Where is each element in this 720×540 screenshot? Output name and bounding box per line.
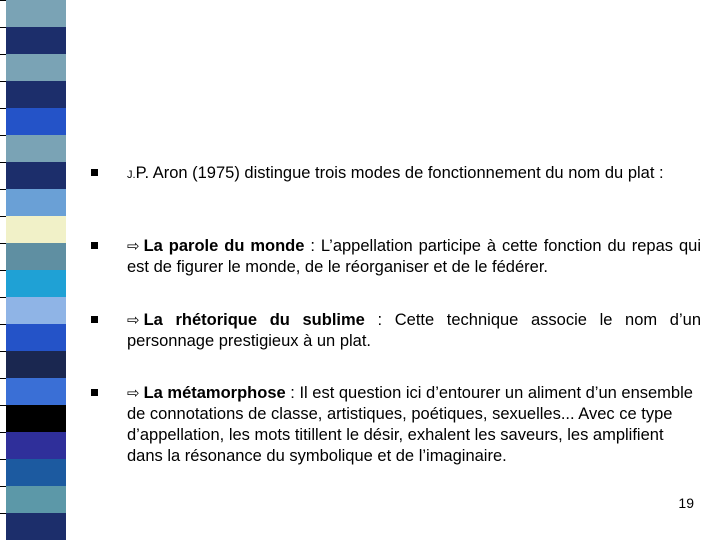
stripe-block <box>6 432 66 459</box>
stripe-tick <box>0 243 6 244</box>
bullet-prefix: J. <box>127 169 136 181</box>
bullet-square-icon <box>91 242 98 249</box>
stripe-block <box>6 108 66 135</box>
stripe-tick <box>0 189 6 190</box>
bullet-content: : Il est question ici d’entourer un aliment d’un ensemble de connotations de classe, artistiques, poétiques, sexuelles... Avec ce type d’appellation, les mots titillent le désir, exhalent les saveurs, les amplifient dans la résonance du symbolique et de l’imaginaire. <box>127 384 693 465</box>
arrow-icon: ⇨ <box>127 237 140 255</box>
stripe-block <box>6 81 66 108</box>
stripe-tick <box>0 513 6 514</box>
stripe-block <box>6 459 66 486</box>
arrow-icon: ⇨ <box>127 311 140 329</box>
stripe-tick <box>0 270 6 271</box>
bullet-heading: La parole du monde <box>143 237 305 255</box>
stripe-block <box>6 216 66 243</box>
stripe-block <box>6 135 66 162</box>
bullet-square-icon <box>91 389 98 396</box>
stripe-tick <box>0 216 6 217</box>
stripe-tick <box>0 108 6 109</box>
decorative-stripe <box>0 0 66 540</box>
stripe-block <box>6 324 66 351</box>
bullet-content: P. Aron (1975) distingue trois modes de fonctionnement du nom du plat : <box>135 164 664 182</box>
stripe-block <box>6 297 66 324</box>
stripe-block <box>6 54 66 81</box>
stripe-block <box>6 405 66 432</box>
stripe-block <box>6 378 66 405</box>
stripe-tick <box>0 486 6 487</box>
stripe-tick <box>0 162 6 163</box>
stripe-tick <box>0 135 6 136</box>
bullet-text <box>127 383 701 467</box>
arrow-icon: ⇨ <box>127 384 140 402</box>
bullet-content: : L’appellation participe à cette fonction du repas qui est de figurer le monde, de le réorganiser et de le fédérer. <box>127 237 701 276</box>
stripe-block <box>6 513 66 540</box>
stripe-tick <box>0 405 6 406</box>
stripe-block <box>6 189 66 216</box>
stripe-block <box>6 27 66 54</box>
stripe-tick <box>0 378 6 379</box>
bullet-heading: La rhétorique du sublime <box>143 311 365 329</box>
stripe-tick <box>0 27 6 28</box>
stripe-tick <box>0 0 6 1</box>
bullet-square-icon <box>91 316 98 323</box>
stripe-block <box>6 0 66 27</box>
stripe-tick <box>0 81 6 82</box>
stripe-block <box>6 351 66 378</box>
stripe-block <box>6 270 66 297</box>
stripe-tick <box>0 459 6 460</box>
stripe-block <box>6 243 66 270</box>
stripe-tick <box>0 324 6 325</box>
stripe-block <box>6 162 66 189</box>
bullet-text <box>127 236 701 278</box>
stripe-tick <box>0 351 6 352</box>
bullet-text <box>127 163 701 186</box>
stripe-tick <box>0 297 6 298</box>
stripe-block <box>6 486 66 513</box>
bullet-text <box>127 310 701 352</box>
bullet-square-icon <box>91 169 98 176</box>
bullet-content: : Cette technique associe le nom d’un personnage prestigieux à un plat. <box>127 311 701 350</box>
stripe-tick <box>0 432 6 433</box>
stripe-tick <box>0 54 6 55</box>
page-number: 19 <box>678 495 694 511</box>
bullet-heading: La métamorphose <box>143 384 286 402</box>
